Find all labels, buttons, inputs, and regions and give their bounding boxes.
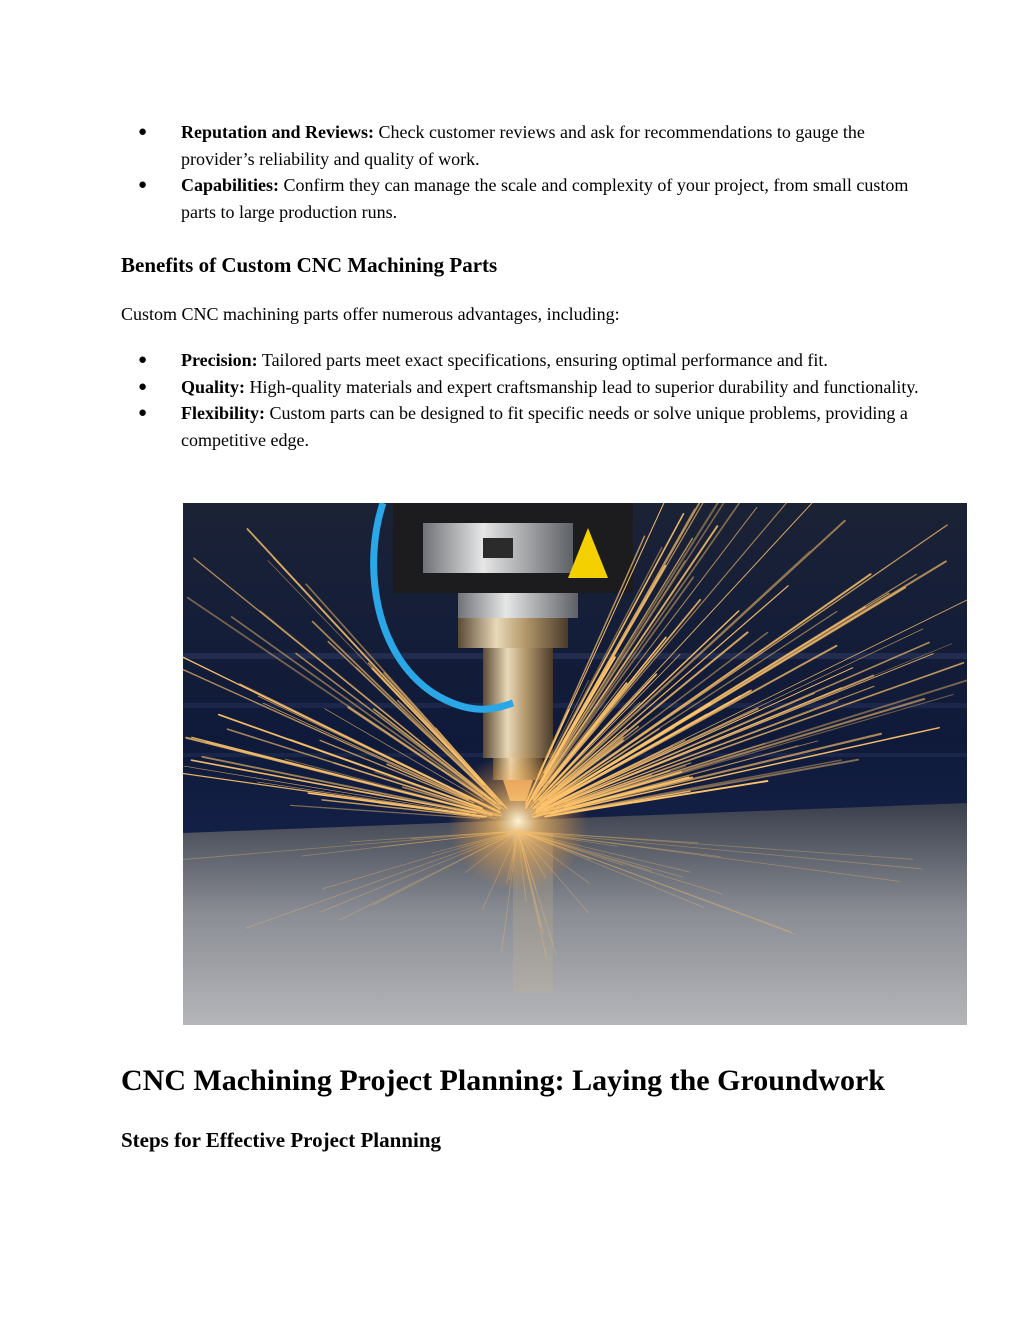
list-item-text: Check customer reviews and ask for recommendations to gauge the provider’s reliability and quality of work. — [181, 122, 865, 169]
list-item — [121, 172, 921, 225]
list-item-term: Precision: — [181, 350, 258, 370]
list-item — [121, 374, 921, 401]
list-item — [121, 400, 921, 453]
bullet-icon: ● — [138, 352, 148, 368]
laser-cutting-photo — [183, 503, 967, 1025]
planning-heading: CNC Machining Project Planning: Laying the Groundwork — [121, 1064, 885, 1097]
bullet-icon: ● — [138, 124, 148, 140]
bullet-icon: ● — [138, 405, 148, 421]
list-item-text: High-quality materials and expert craftsmanship lead to superior durability and functionality. — [245, 376, 919, 397]
planning-subheading: Steps for Effective Project Planning — [121, 1128, 441, 1152]
list-item-term: Capabilities: — [181, 175, 280, 195]
list-item-text: Tailored parts meet exact specifications, ensuring optimal performance and fit. — [257, 350, 828, 370]
bullet-icon: ● — [138, 378, 148, 395]
list-item-term: Quality: — [181, 376, 246, 397]
list-item-term: Flexibility: — [181, 403, 265, 423]
benefits-intro: Custom CNC machining parts offer numerous advantages, including: — [121, 304, 620, 324]
list-item-text: Custom parts can be designed to fit specific needs or solve unique problems, providing a competitive edge. — [181, 403, 908, 450]
list-item-text: Confirm they can manage the scale and complexity of your project, from small custom parts to large production runs. — [181, 175, 909, 222]
list-item — [121, 119, 921, 172]
list-item-term: Reputation and Reviews: — [181, 122, 375, 142]
bullet-icon: ● — [138, 177, 148, 193]
benefits-list — [121, 347, 921, 453]
benefits-heading: Benefits of Custom CNC Machining Parts — [121, 253, 498, 277]
list-item — [121, 347, 921, 374]
provider-criteria-list — [121, 119, 921, 225]
